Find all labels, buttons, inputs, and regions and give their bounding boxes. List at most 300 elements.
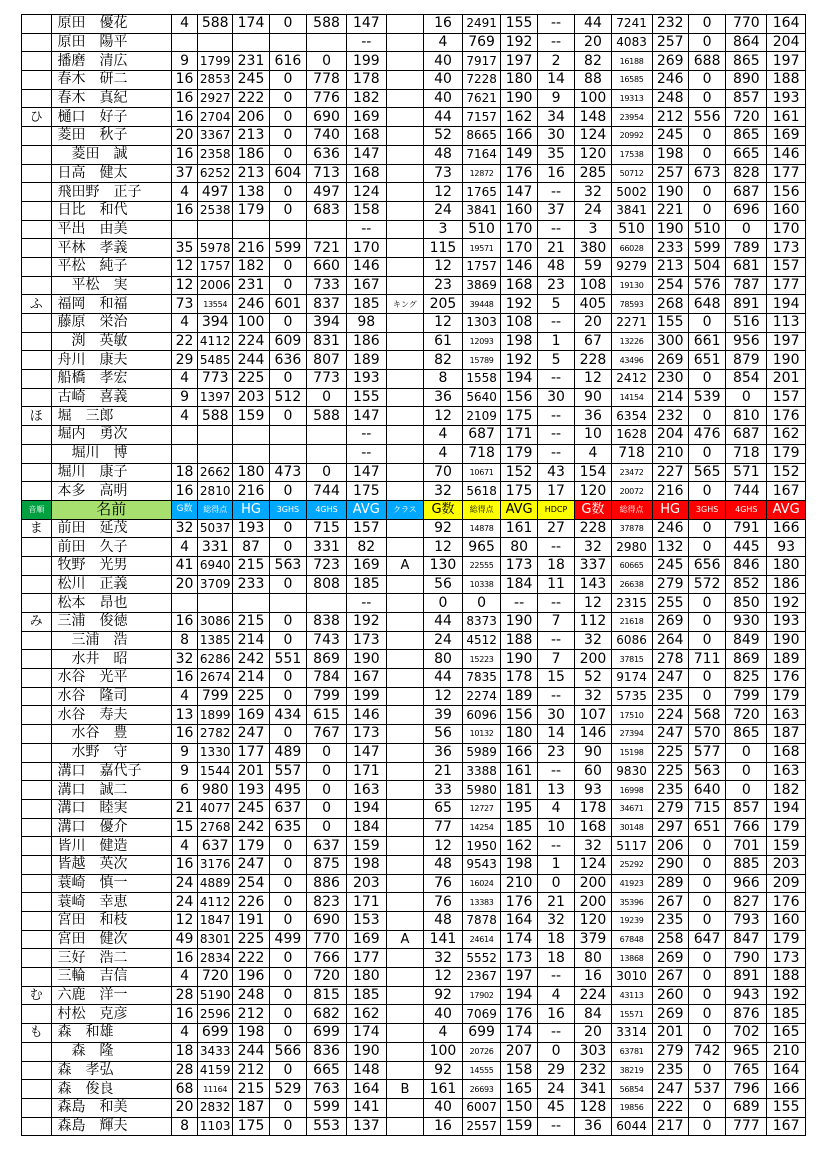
cell-avg3: 179 (767, 444, 806, 463)
cell-class (386, 1098, 423, 1117)
cell-games3: 120 (575, 912, 611, 931)
cell-hdcp: 37 (537, 201, 574, 220)
cell-3ghs: 599 (269, 239, 306, 258)
cell-total2: 5989 (462, 743, 501, 762)
cell-hg3: 245 (652, 127, 688, 146)
cell-4ghs3: 720 (726, 706, 767, 725)
cell-games: 24 (171, 893, 197, 912)
cell-games: 28 (171, 1061, 197, 1080)
cell-name: 堀川 康子 (51, 463, 171, 482)
cell-avg2: 156 (501, 388, 537, 407)
table-row (22, 1117, 806, 1136)
cell-avg3: 152 (767, 463, 806, 482)
cell-4ghs3: 825 (726, 669, 767, 688)
cell-total3: 50712 (611, 164, 652, 183)
cell-total3: 17510 (611, 706, 652, 725)
cell-hg (233, 220, 269, 239)
cell-hdcp: 30 (537, 127, 574, 146)
cell-hdcp: 27 (537, 519, 574, 538)
cell-4ghs3: 445 (726, 538, 767, 557)
cell-games3: 228 (575, 519, 611, 538)
cell-hg3: 247 (652, 725, 688, 744)
cell-games3: 90 (575, 388, 611, 407)
cell-total3: 37878 (611, 519, 652, 538)
cell-avg: 162 (346, 1005, 386, 1024)
cell-games: 16 (171, 1005, 197, 1024)
cell-name: 福岡 和福 (51, 295, 171, 314)
cell-avg2: 190 (501, 650, 537, 669)
cell-3ghs3: 0 (688, 89, 725, 108)
cell-games3: 84 (575, 1005, 611, 1024)
cell-avg3: 186 (767, 575, 806, 594)
cell-avg3: 180 (767, 556, 806, 575)
cell-games: 6 (171, 781, 197, 800)
cell-games2: 77 (424, 818, 463, 837)
header-games-2: G数 (424, 500, 463, 519)
cell-kana (22, 1098, 52, 1117)
cell-4ghs: 599 (307, 1098, 347, 1117)
cell-hg3: 233 (652, 239, 688, 258)
cell-class (386, 89, 423, 108)
cell-3ghs: 0 (269, 201, 306, 220)
cell-hg3: 269 (652, 1005, 688, 1024)
cell-3ghs3: 504 (688, 257, 725, 276)
cell-4ghs: 665 (307, 1061, 347, 1080)
cell-name: 日高 健太 (51, 164, 171, 183)
header-avg-3: AVG (767, 500, 806, 519)
table-row (22, 220, 806, 239)
cell-avg3: 194 (767, 799, 806, 818)
cell-avg2: 189 (501, 687, 537, 706)
cell-name: 前田 延茂 (51, 519, 171, 538)
cell-class (386, 332, 423, 351)
cell-4ghs3: 702 (726, 1024, 767, 1043)
cell-games: 29 (171, 351, 197, 370)
cell-total3: 1628 (611, 426, 652, 445)
cell-4ghs: 637 (307, 837, 347, 856)
cell-3ghs: 0 (269, 613, 306, 632)
cell-class (386, 444, 423, 463)
cell-hg3: 269 (652, 613, 688, 632)
cell-avg2: 176 (501, 1005, 537, 1024)
cell-3ghs3: 0 (688, 687, 725, 706)
cell-hg: 216 (233, 239, 269, 258)
cell-games: 16 (171, 669, 197, 688)
cell-hdcp: 30 (537, 706, 574, 725)
cell-total: 799 (198, 687, 233, 706)
cell-4ghs: 766 (307, 949, 347, 968)
cell-total3: 41923 (611, 874, 652, 893)
cell-kana (22, 444, 52, 463)
cell-class (386, 220, 423, 239)
cell-3ghs: 0 (269, 631, 306, 650)
cell-games3: 108 (575, 276, 611, 295)
cell-class (386, 706, 423, 725)
cell-class (386, 968, 423, 987)
cell-class (386, 855, 423, 874)
cell-name: 牧野 光男 (51, 556, 171, 575)
cell-3ghs: 0 (269, 127, 306, 146)
cell-hg: 175 (233, 1117, 269, 1136)
cell-3ghs: 0 (269, 1098, 306, 1117)
cell-total3: 13868 (611, 949, 652, 968)
cell-avg: 146 (346, 706, 386, 725)
cell-avg3: 176 (767, 893, 806, 912)
cell-class: B (386, 1080, 423, 1099)
cell-hdcp: 35 (537, 145, 574, 164)
cell-class (386, 239, 423, 258)
cell-avg: 189 (346, 351, 386, 370)
cell-avg3: 164 (767, 15, 806, 34)
cell-name: 皆越 英次 (51, 855, 171, 874)
cell-3ghs: 434 (269, 706, 306, 725)
cell-avg: 158 (346, 201, 386, 220)
cell-games3: 224 (575, 986, 611, 1005)
cell-total3: 5735 (611, 687, 652, 706)
cell-hg3: 279 (652, 575, 688, 594)
cell-total: 5190 (198, 986, 233, 1005)
cell-games: 20 (171, 1098, 197, 1117)
cell-total3: 66028 (611, 239, 652, 258)
cell-class (386, 15, 423, 34)
cell-kana (22, 818, 52, 837)
cell-avg3: 182 (767, 781, 806, 800)
cell-avg3: 160 (767, 201, 806, 220)
cell-games: 8 (171, 631, 197, 650)
cell-hdcp: 1 (537, 332, 574, 351)
cell-games3: 168 (575, 818, 611, 837)
cell-name: 堀川 博 (51, 444, 171, 463)
cell-avg2: 170 (501, 220, 537, 239)
cell-3ghs3: 648 (688, 295, 725, 314)
cell-total2: 2367 (462, 968, 501, 987)
cell-hg: 198 (233, 1024, 269, 1043)
cell-3ghs: 557 (269, 762, 306, 781)
cell-total: 3086 (198, 613, 233, 632)
cell-total (198, 444, 233, 463)
cell-name: 前田 久子 (51, 538, 171, 557)
cell-total2: 2491 (462, 15, 501, 34)
cell-total2: 10132 (462, 725, 501, 744)
cell-total: 11164 (198, 1080, 233, 1099)
cell-games3: 200 (575, 893, 611, 912)
cell-games2: 44 (424, 108, 463, 127)
cell-avg2: 146 (501, 257, 537, 276)
cell-name: 平林 孝義 (51, 239, 171, 258)
cell-4ghs3: 864 (726, 33, 767, 52)
cell-4ghs3: 799 (726, 687, 767, 706)
cell-games2: 65 (424, 799, 463, 818)
cell-3ghs: 0 (269, 276, 306, 295)
cell-hdcp: 21 (537, 239, 574, 258)
cell-hg: 179 (233, 837, 269, 856)
cell-total2: 687 (462, 426, 501, 445)
cell-total: 1544 (198, 762, 233, 781)
cell-games3: 80 (575, 949, 611, 968)
table-row (22, 239, 806, 258)
cell-games3: 337 (575, 556, 611, 575)
cell-total3: 25292 (611, 855, 652, 874)
cell-name: 本多 高明 (51, 482, 171, 501)
cell-total: 2927 (198, 89, 233, 108)
cell-hg: 214 (233, 631, 269, 650)
cell-hg: 242 (233, 650, 269, 669)
cell-3ghs (269, 594, 306, 613)
cell-hdcp: 23 (537, 743, 574, 762)
cell-total3: 20992 (611, 127, 652, 146)
cell-games2: 12 (424, 314, 463, 333)
cell-4ghs: 660 (307, 257, 347, 276)
table-row (22, 463, 806, 482)
cell-games: 4 (171, 687, 197, 706)
cell-avg3: 188 (767, 968, 806, 987)
cell-3ghs3: 742 (688, 1042, 725, 1061)
cell-hdcp: -- (537, 538, 574, 557)
cell-avg: 147 (346, 15, 386, 34)
cell-total3: 3841 (611, 201, 652, 220)
cell-total: 4077 (198, 799, 233, 818)
cell-games3: 60 (575, 762, 611, 781)
cell-hg3: 269 (652, 351, 688, 370)
cell-games2: 0 (424, 594, 463, 613)
cell-hg3: 246 (652, 71, 688, 90)
cell-avg: -- (346, 33, 386, 52)
cell-total3: 34671 (611, 799, 652, 818)
cell-3ghs3: 688 (688, 52, 725, 71)
cell-total2: 1757 (462, 257, 501, 276)
cell-3ghs3: 556 (688, 108, 725, 127)
cell-hdcp: -- (537, 444, 574, 463)
table-row (22, 388, 806, 407)
cell-total2: 965 (462, 538, 501, 557)
cell-games3: 3 (575, 220, 611, 239)
cell-games: 20 (171, 575, 197, 594)
cell-games: 4 (171, 183, 197, 202)
cell-hg: 191 (233, 912, 269, 931)
cell-games2: 4 (424, 1024, 463, 1043)
cell-avg: 171 (346, 762, 386, 781)
cell-kana (22, 669, 52, 688)
cell-games: 8 (171, 1117, 197, 1136)
cell-4ghs3: 849 (726, 631, 767, 650)
cell-class (386, 426, 423, 445)
cell-avg3: 165 (767, 1024, 806, 1043)
cell-games2: 161 (424, 1080, 463, 1099)
cell-games: 32 (171, 519, 197, 538)
cell-hg: 138 (233, 183, 269, 202)
cell-total (198, 426, 233, 445)
cell-kana (22, 855, 52, 874)
cell-total: 3709 (198, 575, 233, 594)
table-row (22, 276, 806, 295)
cell-games: 16 (171, 108, 197, 127)
cell-class (386, 650, 423, 669)
cell-avg3: 93 (767, 538, 806, 557)
cell-total: 5485 (198, 351, 233, 370)
cell-name: 六鹿 洋一 (51, 986, 171, 1005)
cell-3ghs: 0 (269, 257, 306, 276)
table-row (22, 1005, 806, 1024)
cell-hdcp: -- (537, 837, 574, 856)
cell-hdcp: 18 (537, 949, 574, 968)
cell-avg2: 161 (501, 519, 537, 538)
cell-total3: 5002 (611, 183, 652, 202)
cell-total2: 1558 (462, 370, 501, 389)
cell-games3: 59 (575, 257, 611, 276)
cell-avg2: 166 (501, 743, 537, 762)
cell-total2: 12727 (462, 799, 501, 818)
cell-class (386, 108, 423, 127)
cell-hdcp: -- (537, 631, 574, 650)
cell-kana: ま (22, 519, 52, 538)
cell-name: 原田 陽平 (51, 33, 171, 52)
cell-hg: 187 (233, 1098, 269, 1117)
cell-4ghs3: 930 (726, 613, 767, 632)
cell-hdcp: 9 (537, 89, 574, 108)
cell-name: 平松 実 (51, 276, 171, 295)
cell-hg3: 235 (652, 912, 688, 931)
cell-total3: 37815 (611, 650, 652, 669)
cell-3ghs: 0 (269, 855, 306, 874)
cell-games: 16 (171, 145, 197, 164)
cell-3ghs3: 0 (688, 669, 725, 688)
cell-hg3: 255 (652, 594, 688, 613)
cell-games: 16 (171, 725, 197, 744)
cell-name: 日比 和代 (51, 201, 171, 220)
cell-3ghs: 0 (269, 108, 306, 127)
table-row (22, 613, 806, 632)
cell-hg3: 258 (652, 930, 688, 949)
cell-hdcp: 16 (537, 164, 574, 183)
cell-3ghs: 0 (269, 145, 306, 164)
cell-name: 宮田 和枝 (51, 912, 171, 931)
cell-total3: 5117 (611, 837, 652, 856)
cell-3ghs3: 570 (688, 725, 725, 744)
cell-avg: 167 (346, 669, 386, 688)
table-row (22, 127, 806, 146)
cell-hg: 244 (233, 1042, 269, 1061)
cell-total2: 5552 (462, 949, 501, 968)
cell-hg: 215 (233, 1080, 269, 1099)
cell-hdcp: -- (537, 15, 574, 34)
cell-4ghs: 778 (307, 71, 347, 90)
cell-name: 皆川 健造 (51, 837, 171, 856)
cell-4ghs3: 770 (726, 15, 767, 34)
cell-name: 溝口 嘉代子 (51, 762, 171, 781)
cell-total3: 60665 (611, 556, 652, 575)
cell-avg: 171 (346, 893, 386, 912)
cell-3ghs3: 0 (688, 613, 725, 632)
header-games-3: G数 (575, 500, 611, 519)
cell-games3: 10 (575, 426, 611, 445)
cell-3ghs3: 0 (688, 1024, 725, 1043)
cell-class (386, 127, 423, 146)
cell-games2: 48 (424, 145, 463, 164)
cell-avg: 190 (346, 650, 386, 669)
cell-4ghs3: 0 (726, 388, 767, 407)
cell-3ghs: 616 (269, 52, 306, 71)
cell-kana (22, 89, 52, 108)
cell-hg: 193 (233, 519, 269, 538)
cell-total2: 14555 (462, 1061, 501, 1080)
cell-3ghs: 0 (269, 15, 306, 34)
cell-name: 森 和雄 (51, 1024, 171, 1043)
cell-games2: 92 (424, 1061, 463, 1080)
cell-hdcp: 7 (537, 650, 574, 669)
cell-4ghs: 699 (307, 1024, 347, 1043)
cell-total2: 5618 (462, 482, 501, 501)
cell-games3: 146 (575, 725, 611, 744)
cell-games2: 16 (424, 1117, 463, 1136)
cell-3ghs3: 0 (688, 444, 725, 463)
cell-games3: 16 (575, 968, 611, 987)
cell-3ghs: 0 (269, 968, 306, 987)
cell-avg: 192 (346, 613, 386, 632)
cell-hg3: 213 (652, 257, 688, 276)
cell-4ghs3: 0 (726, 762, 767, 781)
table-row (22, 145, 806, 164)
cell-avg: 174 (346, 1024, 386, 1043)
cell-avg2: 174 (501, 930, 537, 949)
cell-4ghs: 690 (307, 912, 347, 931)
cell-kana (22, 71, 52, 90)
cell-games: 9 (171, 743, 197, 762)
cell-4ghs: 394 (307, 314, 347, 333)
cell-class (386, 893, 423, 912)
cell-games: 35 (171, 239, 197, 258)
cell-3ghs3: 656 (688, 556, 725, 575)
cell-3ghs3: 0 (688, 893, 725, 912)
cell-4ghs (307, 594, 347, 613)
cell-avg2: 160 (501, 201, 537, 220)
cell-avg: 141 (346, 1098, 386, 1117)
cell-hdcp: 14 (537, 725, 574, 744)
cell-hg: 233 (233, 575, 269, 594)
cell-games: 18 (171, 1042, 197, 1061)
cell-4ghs3: 744 (726, 482, 767, 501)
cell-3ghs: 0 (269, 1117, 306, 1136)
cell-hg: 180 (233, 463, 269, 482)
table-row (22, 314, 806, 333)
cell-total: 6940 (198, 556, 233, 575)
cell-games3: 20 (575, 33, 611, 52)
cell-3ghs (269, 220, 306, 239)
cell-avg: 182 (346, 89, 386, 108)
cell-4ghs: 0 (307, 52, 347, 71)
cell-hg: 203 (233, 388, 269, 407)
cell-name: 堀内 勇次 (51, 426, 171, 445)
cell-total: 1103 (198, 1117, 233, 1136)
cell-class: A (386, 556, 423, 575)
cell-games2: 8 (424, 370, 463, 389)
cell-hg3: 217 (652, 1117, 688, 1136)
cell-hg3: 224 (652, 706, 688, 725)
cell-hdcp: 13 (537, 781, 574, 800)
cell-kana (22, 1042, 52, 1061)
cell-name: 森島 和美 (51, 1098, 171, 1117)
cell-4ghs: 0 (307, 818, 347, 837)
cell-kana (22, 930, 52, 949)
cell-games3: 67 (575, 332, 611, 351)
cell-class (386, 837, 423, 856)
cell-3ghs: 0 (269, 986, 306, 1005)
cell-games: 12 (171, 257, 197, 276)
cell-avg3: 177 (767, 276, 806, 295)
cell-4ghs: 836 (307, 1042, 347, 1061)
cell-avg: 175 (346, 482, 386, 501)
table-row (22, 818, 806, 837)
cell-3ghs3: 0 (688, 145, 725, 164)
